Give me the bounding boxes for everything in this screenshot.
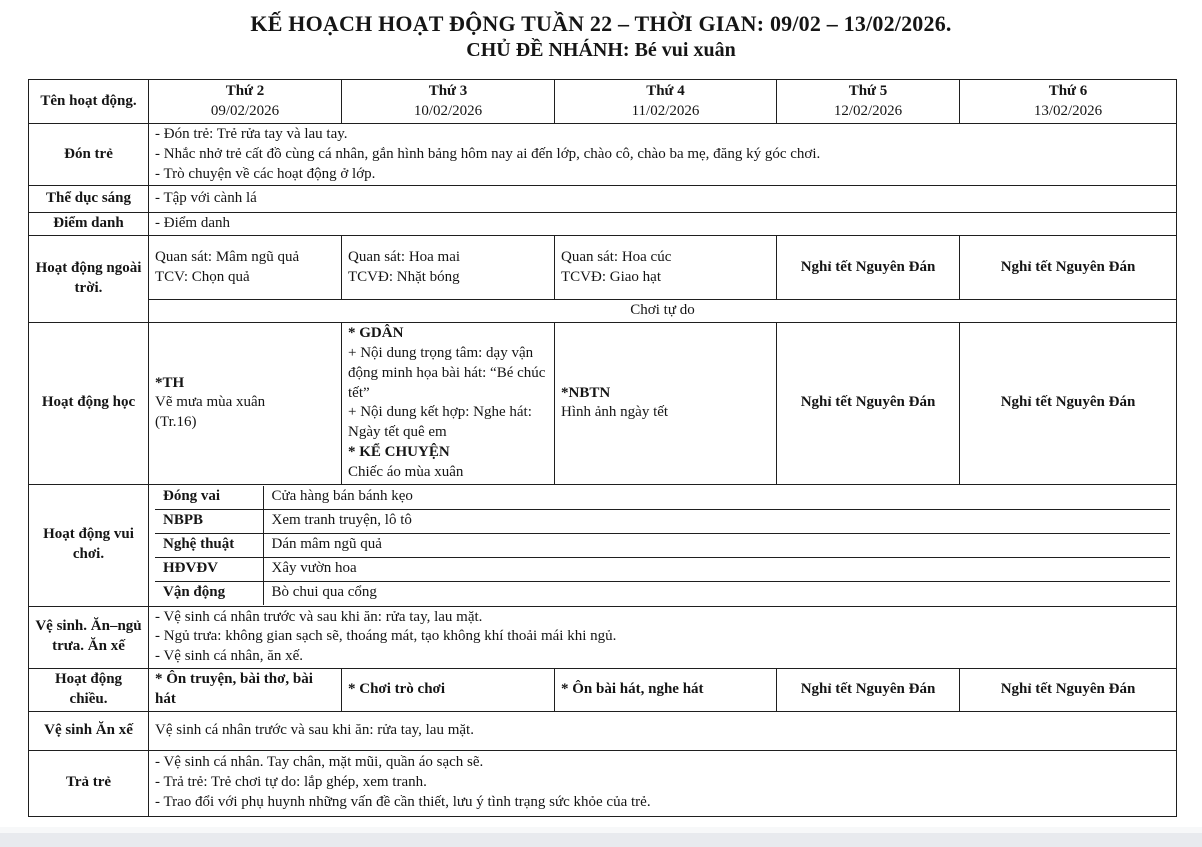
cell-hoc-wed [555, 323, 777, 484]
cell-choi-tu-do: Chơi tự do [149, 300, 1177, 323]
row-label-vui-choi: Hoạt động vui chơi. [29, 484, 149, 606]
header-activity-col: Tên hoạt động. [29, 80, 149, 124]
row-vui-choi [29, 484, 1177, 606]
header-day-fri-date: 13/02/2026 [1033, 102, 1103, 119]
ve-sinh-ngu-line-3: - Vệ sinh cá nhân, ăn xế. [155, 648, 304, 665]
row-hoc [29, 323, 1177, 484]
cell-hoc-mon [149, 323, 342, 484]
vui-choi-key-hdvdv: HĐVĐV [155, 557, 263, 581]
row-label-tra-tre: Trả trẻ [29, 750, 149, 816]
header-day-mon-date: 09/02/2026 [210, 102, 280, 119]
header-day-wed [555, 80, 777, 124]
vui-choi-row-hdvdv [155, 557, 1170, 581]
tra-tre-line-2: - Trả trẻ: Trẻ chơi tự do: lắp ghép, xem tranh. [155, 774, 427, 791]
vui-choi-subtable [155, 486, 1170, 605]
vui-choi-value-nghe-thuat: Dán mâm ngũ quả [263, 533, 1170, 557]
tra-tre-line-3: - Trao đổi với phụ huynh những vấn đề cần thiết, lưu ý tình trạng sức khỏe của trẻ. [155, 793, 651, 810]
cell-hoc-thu-holiday: Nghỉ tết Nguyên Đán [777, 323, 960, 484]
vui-choi-key-dong-vai: Đóng vai [155, 486, 263, 510]
row-label-chieu: Hoạt động chiều. [29, 668, 149, 711]
vui-choi-row-dong-vai [155, 486, 1170, 510]
row-choi-tu-do [29, 300, 1177, 323]
cell-the-duc-sang-content: - Tập với cành lá [149, 186, 1177, 213]
cell-chieu-fri-holiday: Nghỉ tết Nguyên Đán [960, 668, 1177, 711]
cell-hoc-tue [342, 323, 555, 484]
hoc-tue-heading-2: * KỂ CHUYỆN [348, 443, 450, 460]
vui-choi-value-nbpb: Xem tranh truyện, lô tô [263, 509, 1170, 533]
don-tre-line-2: - Nhắc nhở trẻ cất đồ cùng cá nhân, gắn hình bảng hôm nay ai đến lớp, chào cô, chào ba mẹ, đăng ký góc chơi. [155, 145, 821, 162]
header-day-mon-name: Thứ 2 [225, 82, 265, 99]
don-tre-line-1: - Đón trẻ: Trẻ rửa tay và lau tay. [155, 126, 348, 142]
ngoai-troi-mon-line-2: TCV: Chọn quả [155, 268, 250, 285]
viewer-bottom-strip [0, 833, 1202, 847]
vui-choi-row-nghe-thuat [155, 533, 1170, 557]
row-chieu [29, 668, 1177, 711]
cell-ngoai-troi-thu-holiday: Nghỉ tết Nguyên Đán [777, 236, 960, 300]
cell-ngoai-troi-wed [555, 236, 777, 300]
cell-tra-tre-content [149, 750, 1177, 816]
row-ngoai-troi [29, 236, 1177, 300]
header-day-thu-date: 12/02/2026 [833, 102, 903, 119]
header-row [29, 80, 1177, 124]
row-label-ve-sinh-ngu: Vệ sinh. Ăn–ngủ trưa. Ăn xế [29, 606, 149, 668]
vui-choi-row-van-dong [155, 581, 1170, 605]
tra-tre-line-1: - Vệ sinh cá nhân. Tay chân, mặt mũi, quần áo sạch sẽ. [155, 754, 484, 771]
header-day-fri-name: Thứ 6 [1048, 82, 1088, 99]
row-label-don-tre: Đón trẻ [29, 124, 149, 186]
hoc-mon-line-2: (Tr.16) [155, 414, 197, 431]
row-tra-tre [29, 750, 1177, 816]
cell-vui-choi-content [149, 484, 1177, 606]
weekly-schedule-table [28, 79, 1177, 817]
header-day-wed-name: Thứ 4 [646, 82, 685, 99]
hoc-tue-line-3: Chiếc áo mùa xuân [348, 463, 464, 480]
ve-sinh-ngu-line-1: - Vệ sinh cá nhân trước và sau khi ăn: rửa tay, lau mặt. [155, 608, 483, 625]
don-tre-line-3: - Trò chuyện về các hoạt động ở lớp. [155, 165, 376, 182]
header-day-thu-name: Thứ 5 [848, 82, 888, 99]
header-day-mon [149, 80, 342, 124]
vui-choi-value-hdvdv: Xây vườn hoa [263, 557, 1170, 581]
hoc-mon-heading: *TH [155, 374, 185, 391]
cell-ngoai-troi-tue [342, 236, 555, 300]
vui-choi-key-van-dong: Vận động [155, 581, 263, 605]
header-day-wed-date: 11/02/2026 [631, 102, 700, 119]
header-day-tue [342, 80, 555, 124]
row-label-the-duc-sang: Thể dục sáng [29, 186, 149, 213]
header-day-tue-name: Thứ 3 [428, 82, 468, 99]
row-label-hoc: Hoạt động học [29, 323, 149, 484]
page-subtitle: CHỦ ĐỀ NHÁNH: Bé vui xuân [466, 39, 736, 61]
hoc-wed-line-1: Hình ảnh ngày tết [561, 404, 669, 421]
hoc-tue-line-1: + Nội dung trọng tâm: dạy vận động minh họa bài hát: “Bé chúc tết” [348, 344, 546, 401]
ngoai-troi-tue-line-2: TCVĐ: Nhặt bóng [348, 268, 460, 285]
cell-ve-sinh-an-xe-content: Vệ sinh cá nhân trước và sau khi ăn: rửa tay, lau mặt. [149, 711, 1177, 750]
cell-chieu-thu-holiday: Nghỉ tết Nguyên Đán [777, 668, 960, 711]
row-the-duc-sang [29, 186, 1177, 213]
vui-choi-key-nghe-thuat: Nghệ thuật [155, 533, 263, 557]
cell-chieu-wed: * Ôn bài hát, nghe hát [555, 668, 777, 711]
hoc-mon-line-1: Vẽ mưa mùa xuân [155, 394, 266, 411]
header-day-thu [777, 80, 960, 124]
vui-choi-value-van-dong: Bò chui qua cổng [263, 581, 1170, 605]
cell-ve-sinh-ngu-content [149, 606, 1177, 668]
ngoai-troi-wed-line-2: TCVĐ: Giao hạt [561, 268, 661, 285]
vui-choi-key-nbpb: NBPB [155, 509, 263, 533]
row-label-ve-sinh-an-xe: Vệ sinh Ăn xế [29, 711, 149, 750]
row-label-diem-danh: Điểm danh [29, 213, 149, 236]
header-day-tue-date: 10/02/2026 [413, 102, 483, 119]
row-ve-sinh-ngu [29, 606, 1177, 668]
ngoai-troi-tue-line-1: Quan sát: Hoa mai [348, 249, 461, 266]
hoc-wed-heading: *NBTN [561, 384, 611, 401]
hoc-tue-heading-1: * GDÂN [348, 325, 404, 342]
vui-choi-row-nbpb [155, 509, 1170, 533]
cell-ngoai-troi-fri-holiday: Nghỉ tết Nguyên Đán [960, 236, 1177, 300]
hoc-tue-line-2: + Nội dung kết hợp: Nghe hát: Ngày tết quê em [348, 404, 532, 441]
cell-chieu-tue: * Chơi trò chơi [342, 668, 555, 711]
cell-chieu-mon: * Ôn truyện, bài thơ, bài hát [149, 668, 342, 711]
cell-don-tre-content [149, 124, 1177, 186]
ve-sinh-ngu-line-2: - Ngủ trưa: không gian sạch sẽ, thoáng mát, tạo không khí thoải mái khi ngủ. [155, 628, 617, 645]
page-title: KẾ HOẠCH HOẠT ĐỘNG TUẦN 22 – THỜI GIAN: 09/02 – 13/02/2026. [250, 11, 952, 36]
header-day-fri [960, 80, 1177, 124]
row-label-ngoai-troi: Hoạt động ngoài trời. [29, 236, 149, 323]
cell-diem-danh-content: - Điểm danh [149, 213, 1177, 236]
vui-choi-value-dong-vai: Cửa hàng bán bánh kẹo [263, 486, 1170, 510]
row-ve-sinh-an-xe [29, 711, 1177, 750]
ngoai-troi-wed-line-1: Quan sát: Hoa cúc [561, 249, 672, 266]
row-don-tre [29, 124, 1177, 186]
ngoai-troi-mon-line-1: Quan sát: Mâm ngũ quả [155, 249, 300, 266]
cell-hoc-fri-holiday: Nghỉ tết Nguyên Đán [960, 323, 1177, 484]
row-diem-danh [29, 213, 1177, 236]
cell-ngoai-troi-mon [149, 236, 342, 300]
